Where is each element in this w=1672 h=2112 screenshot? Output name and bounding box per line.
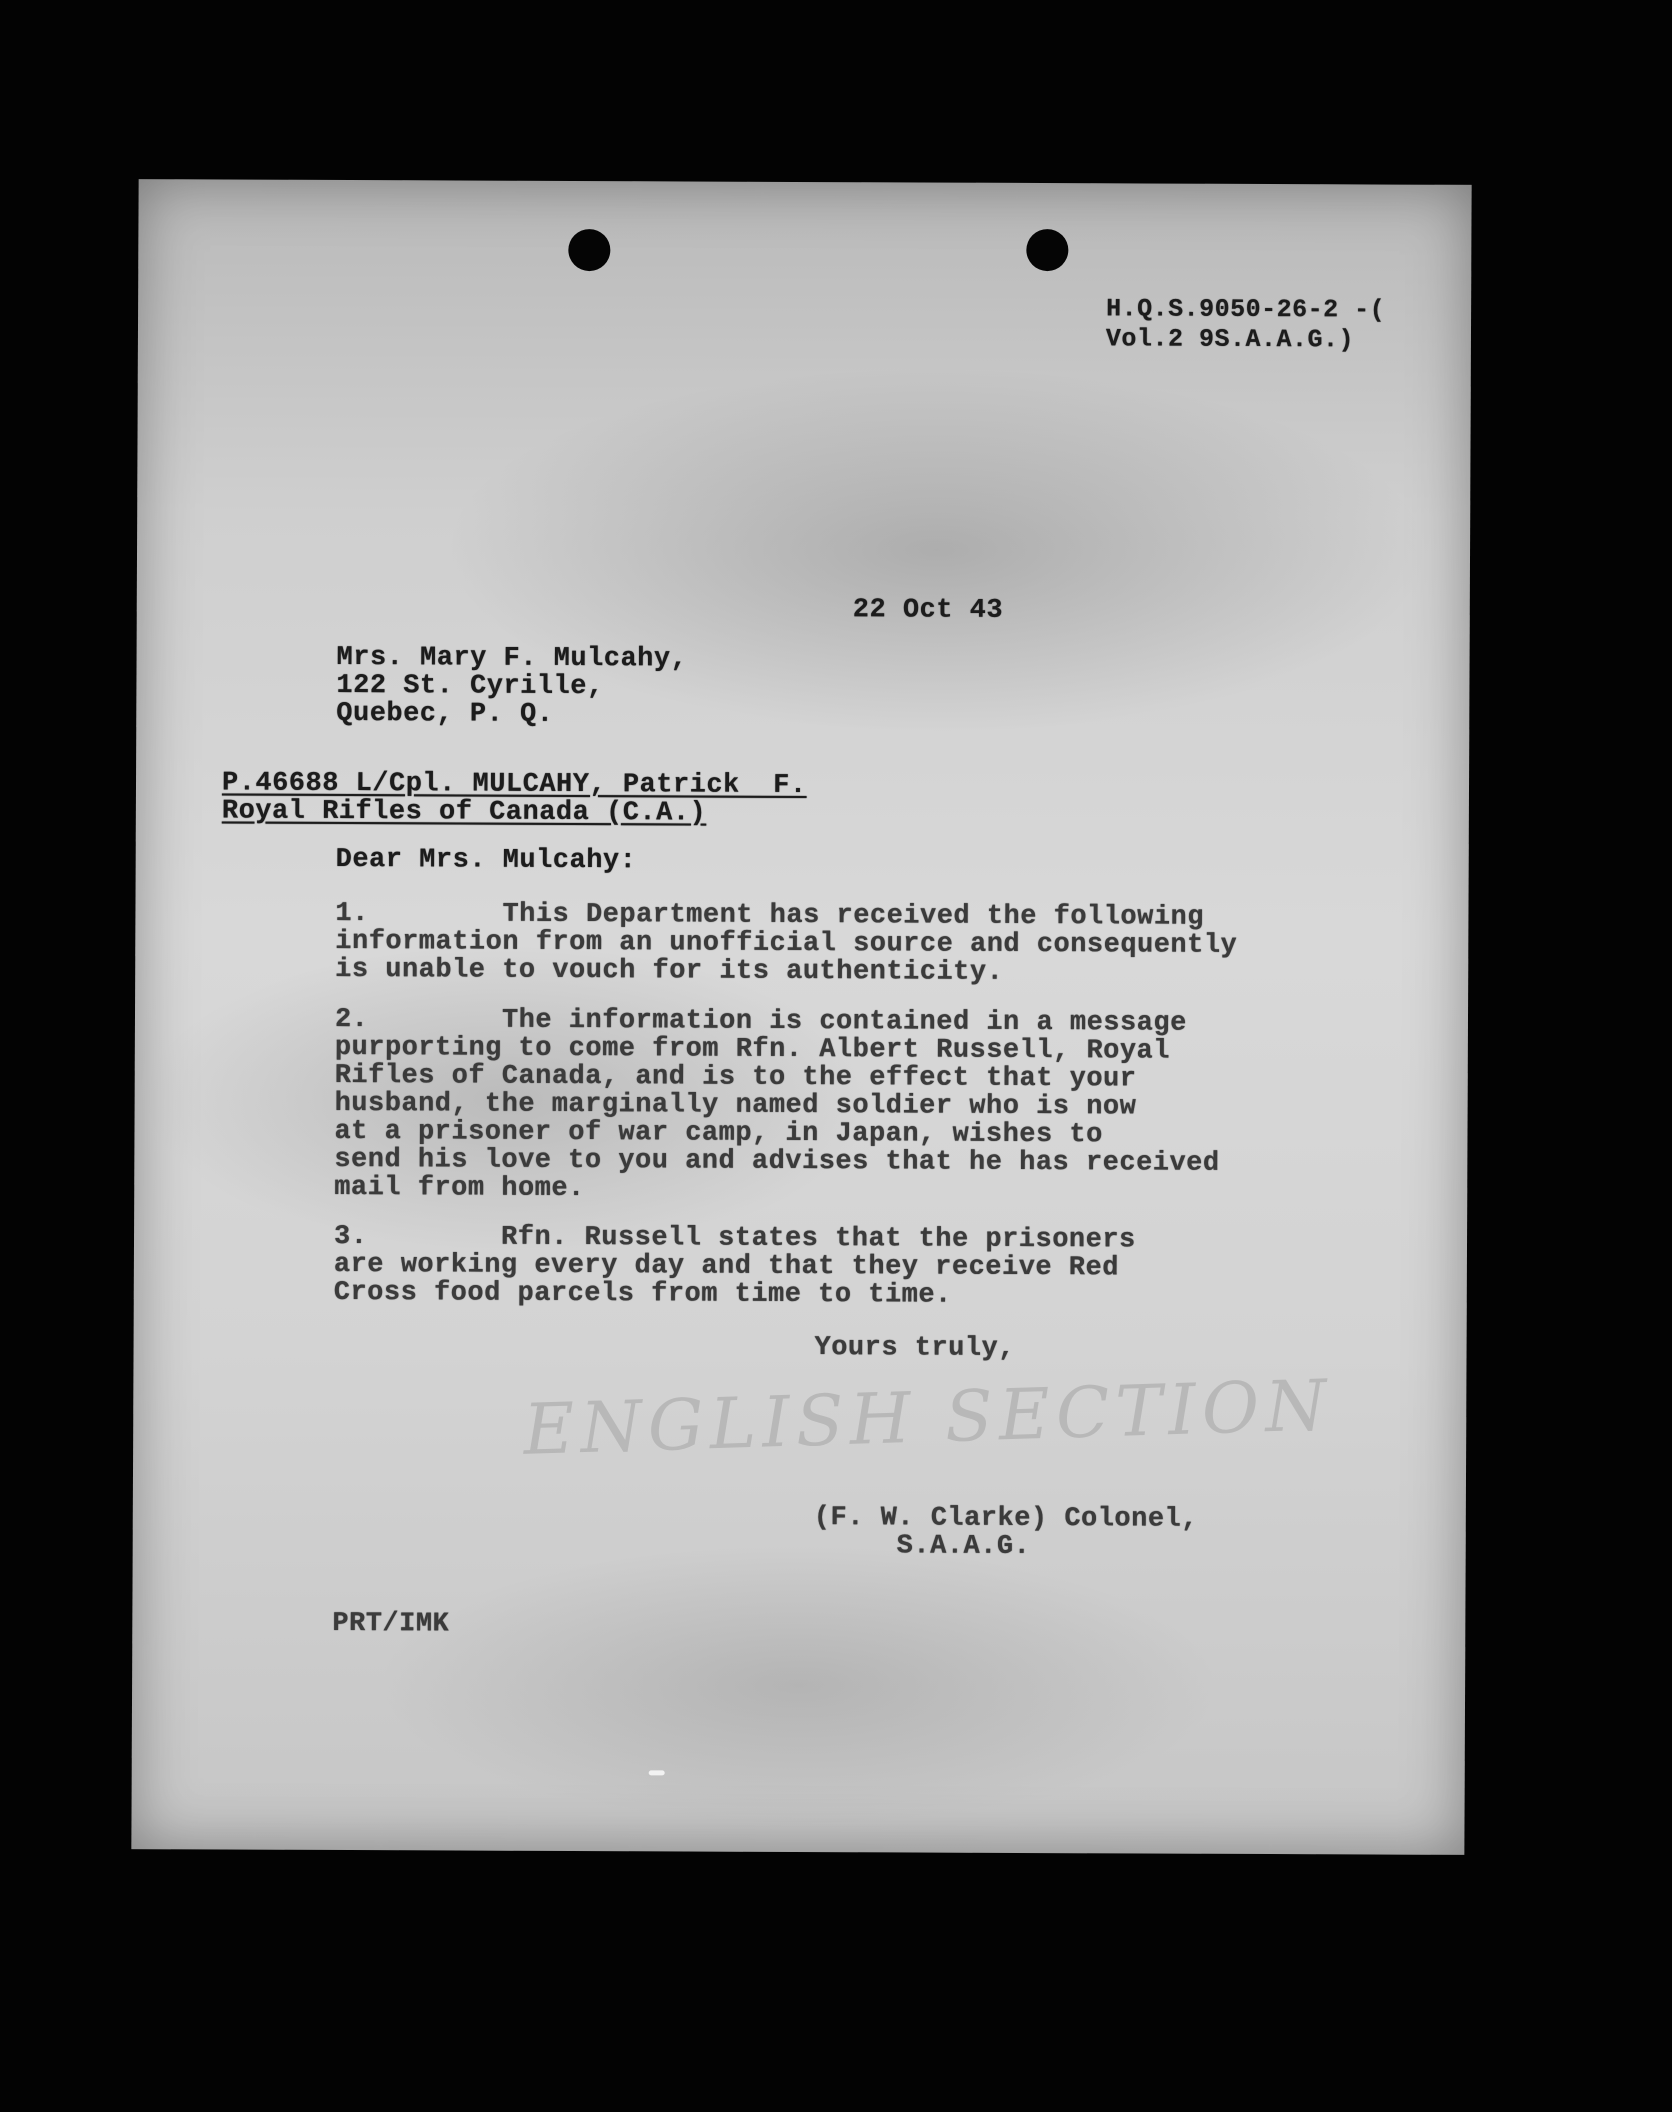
faded-stamp: ENGLISH SECTION xyxy=(522,1364,1334,1471)
punch-hole-right xyxy=(1026,229,1068,271)
recipient-street: 122 St. Cyrille, xyxy=(336,670,604,703)
letter-page xyxy=(131,179,1471,1855)
recipient-city: Quebec, P. Q. xyxy=(336,698,554,730)
paragraph-2: 2. The information is contained in a message purporting to come from Rfn. Albert Russell, Royal Rifles of Canada, and is to the effect that your husband, the marginally named soldier who is now at a prisoner of war camp, in Japan, wishes to send his love to you and advises that he has received mail from home. xyxy=(334,1004,1220,1205)
salutation: Dear Mrs. Mulcahy: xyxy=(335,844,637,877)
closing: Yours truly, xyxy=(814,1333,1016,1364)
recipient-name: Mrs. Mary F. Mulcahy, xyxy=(336,642,688,675)
film-speck xyxy=(649,1770,665,1775)
file-reference-line-2: Vol.2 9S.A.A.G.) xyxy=(1105,324,1355,355)
typist-initials: PRT/IMK xyxy=(332,1608,450,1640)
subject-line-1: P.46688 L/Cpl. MULCAHY, Patrick F. xyxy=(221,768,807,802)
file-reference-line-1: H.Q.S.9050-26-2 -( xyxy=(1106,294,1386,325)
letter-date: 22 Oct 43 xyxy=(852,595,1004,626)
paragraph-1: 1. This Department has received the following information from an unofficial source and consequently is unable to vouch for its authenticity. xyxy=(335,898,1238,988)
paragraph-3: 3. Rfn. Russell states that the prisoners are working every day and that they receive Red Cross food parcels from time to time. xyxy=(333,1221,1136,1311)
subject-line-2: Royal Rifles of Canada (C.A.) xyxy=(221,796,707,829)
punch-hole-left xyxy=(568,229,610,271)
signature-name: (F. W. Clarke) Colonel, xyxy=(813,1503,1199,1535)
recipient-address xyxy=(336,644,687,730)
signature-title: S.A.A.G. xyxy=(896,1531,1031,1563)
